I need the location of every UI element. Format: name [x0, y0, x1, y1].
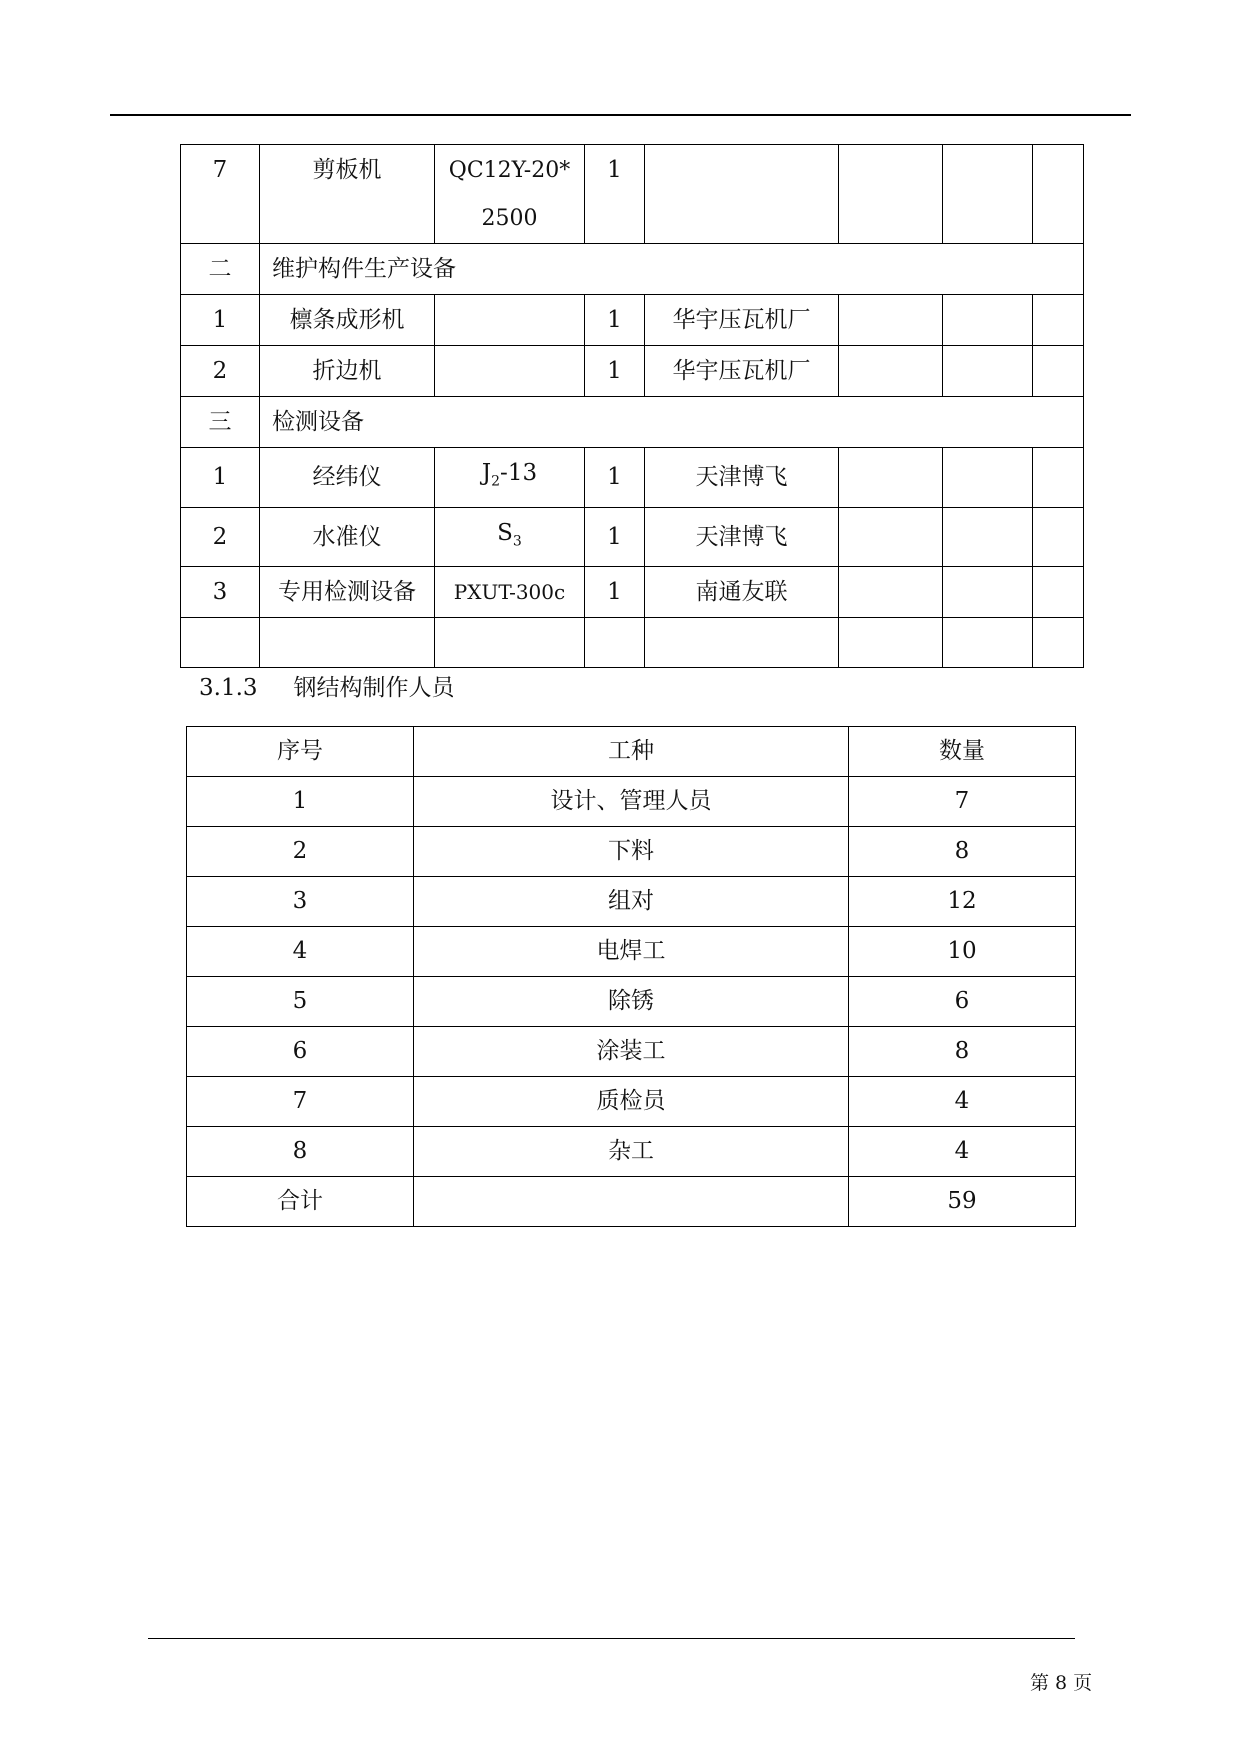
cell-qty: 1 [585, 507, 645, 567]
category-number: 二 [181, 244, 260, 295]
cell-trade: 质检员 [414, 1077, 849, 1127]
cell-empty [1033, 145, 1084, 244]
header-rule [110, 114, 1131, 116]
cell-empty [1033, 618, 1084, 668]
cell-empty [943, 448, 1033, 508]
total-empty [414, 1177, 849, 1227]
total-label: 合计 [187, 1177, 414, 1227]
cell-no: 2 [181, 346, 260, 397]
section-title: 钢结构制作人员 [293, 675, 455, 701]
table-row [187, 1127, 1076, 1177]
category-title: 检测设备 [260, 397, 1084, 448]
table-row [187, 877, 1076, 927]
table-row [181, 567, 1084, 618]
table-row [181, 295, 1084, 346]
cell-no: 3 [181, 567, 260, 618]
cell-model [435, 346, 585, 397]
cell-empty [435, 618, 585, 668]
cell-no: 1 [187, 777, 414, 827]
empty-row [181, 618, 1084, 668]
column-header-count: 数量 [849, 727, 1076, 777]
cell-count: 8 [849, 1027, 1076, 1077]
cell-qty: 1 [585, 295, 645, 346]
page-number: 第 8 页 [1030, 1672, 1093, 1694]
cell-trade: 杂工 [414, 1127, 849, 1177]
cell-no: 7 [187, 1077, 414, 1127]
category-row [181, 244, 1084, 295]
cell-empty [943, 295, 1033, 346]
table-row [187, 777, 1076, 827]
cell-empty [645, 618, 839, 668]
cell-maker: 天津博飞 [645, 507, 839, 567]
equipment-table [180, 144, 1084, 668]
cell-no: 2 [187, 827, 414, 877]
cell-qty: 1 [585, 448, 645, 508]
table-row [187, 1077, 1076, 1127]
cell-maker: 天津博飞 [645, 448, 839, 508]
cell-qty: 1 [585, 346, 645, 397]
cell-trade: 除锈 [414, 977, 849, 1027]
cell-maker: 南通友联 [645, 567, 839, 618]
cell-empty [839, 295, 943, 346]
cell-qty: 1 [585, 567, 645, 618]
cell-empty [943, 507, 1033, 567]
total-count: 59 [849, 1177, 1076, 1227]
cell-empty [839, 507, 943, 567]
cell-count: 7 [849, 777, 1076, 827]
cell-empty [1033, 295, 1084, 346]
table-row [181, 507, 1084, 567]
cell-count: 8 [849, 827, 1076, 877]
cell-count: 10 [849, 927, 1076, 977]
cell-name: 剪板机 [260, 145, 435, 244]
staff-table [186, 726, 1076, 1227]
cell-no: 5 [187, 977, 414, 1027]
cell-empty [839, 618, 943, 668]
cell-no: 2 [181, 507, 260, 567]
cell-count: 6 [849, 977, 1076, 1027]
cell-no: 3 [187, 877, 414, 927]
cell-no: 1 [181, 448, 260, 508]
category-row [181, 397, 1084, 448]
cell-count: 4 [849, 1127, 1076, 1177]
cell-empty [943, 618, 1033, 668]
cell-empty [181, 618, 260, 668]
category-number: 三 [181, 397, 260, 448]
cell-empty [839, 567, 943, 618]
cell-qty: 1 [585, 145, 645, 244]
cell-empty [943, 145, 1033, 244]
cell-trade: 组对 [414, 877, 849, 927]
cell-model: $J_2-13$ [435, 448, 585, 508]
cell-name: 水准仪 [260, 507, 435, 567]
cell-model: $S_3$ [435, 507, 585, 567]
cell-model [435, 295, 585, 346]
cell-maker: 华宇压瓦机厂 [645, 346, 839, 397]
cell-empty [260, 618, 435, 668]
cell-empty [943, 346, 1033, 397]
cell-name: 折边机 [260, 346, 435, 397]
table-row [181, 448, 1084, 508]
column-header-no: 序号 [187, 727, 414, 777]
cell-count: 12 [849, 877, 1076, 927]
column-header-trade: 工种 [414, 727, 849, 777]
cell-no: 8 [187, 1127, 414, 1177]
cell-no: 7 [181, 145, 260, 244]
category-title: 维护构件生产设备 [260, 244, 1084, 295]
cell-name: 檩条成形机 [260, 295, 435, 346]
cell-name: 经纬仪 [260, 448, 435, 508]
table-row [187, 977, 1076, 1027]
cell-name: 专用检测设备 [260, 567, 435, 618]
cell-model: QC12Y-20* 2500 [435, 145, 585, 244]
cell-no: 4 [187, 927, 414, 977]
cell-empty [1033, 567, 1084, 618]
table-row [181, 145, 1084, 244]
cell-count: 4 [849, 1077, 1076, 1127]
cell-no: 6 [187, 1027, 414, 1077]
table-row [187, 827, 1076, 877]
cell-trade: 设计、管理人员 [414, 777, 849, 827]
header-row [187, 727, 1076, 777]
cell-no: 1 [181, 295, 260, 346]
cell-maker [645, 145, 839, 244]
cell-empty [839, 346, 943, 397]
cell-empty [943, 567, 1033, 618]
footer-rule [148, 1638, 1075, 1639]
cell-trade: 下料 [414, 827, 849, 877]
cell-empty [585, 618, 645, 668]
cell-empty [839, 145, 943, 244]
cell-empty [1033, 346, 1084, 397]
cell-empty [1033, 507, 1084, 567]
cell-trade: 涂装工 [414, 1027, 849, 1077]
section-heading [199, 671, 455, 705]
total-row [187, 1177, 1076, 1227]
cell-maker: 华宇压瓦机厂 [645, 295, 839, 346]
cell-model: PXUT-300c [435, 567, 585, 618]
table-row [187, 1027, 1076, 1077]
cell-empty [839, 448, 943, 508]
table-row [187, 927, 1076, 977]
cell-trade: 电焊工 [414, 927, 849, 977]
cell-empty [1033, 448, 1084, 508]
table-row [181, 346, 1084, 397]
section-number: 3.1.3 [199, 675, 258, 701]
